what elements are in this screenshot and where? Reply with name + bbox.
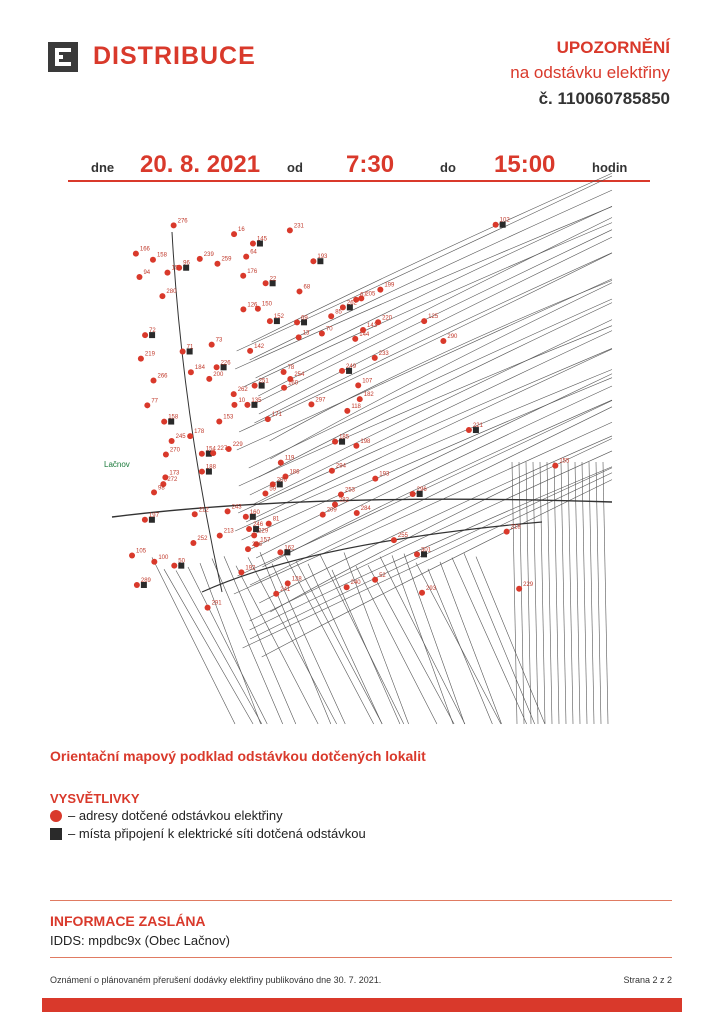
parcel-number-label: 77 bbox=[151, 398, 159, 405]
address-dot bbox=[285, 580, 291, 586]
address-dot bbox=[240, 273, 246, 279]
parcel-number-label: 246 bbox=[252, 542, 263, 549]
address-dot bbox=[225, 508, 231, 514]
address-dot bbox=[410, 491, 416, 497]
notice-number: č. 110060785850 bbox=[538, 89, 670, 108]
parcel-number-label: 193 bbox=[379, 471, 390, 478]
parcel-number-label: 186 bbox=[289, 469, 300, 476]
address-dot bbox=[144, 402, 150, 408]
parcel-number-label: 143 bbox=[367, 322, 378, 329]
parcel-number-label: 119 bbox=[284, 455, 295, 462]
address-dot bbox=[504, 529, 510, 535]
parcel-number-label: 10 bbox=[238, 397, 246, 404]
parcel-line bbox=[519, 462, 524, 724]
address-dot bbox=[180, 348, 186, 354]
address-dot bbox=[414, 551, 420, 557]
address-dot bbox=[391, 537, 397, 543]
address-dot bbox=[352, 336, 358, 342]
address-dot bbox=[197, 256, 203, 262]
parcel-line bbox=[554, 462, 559, 724]
address-dot bbox=[164, 270, 170, 276]
address-dot bbox=[151, 378, 157, 384]
parcel-number-label: 293 bbox=[426, 585, 437, 592]
address-dot bbox=[294, 319, 300, 325]
address-dot bbox=[344, 584, 350, 590]
parcel-number-label: 218 bbox=[510, 524, 521, 531]
parcel-number-label: 185 bbox=[339, 434, 350, 441]
legend-title: VYSVĚTLIVKY bbox=[50, 791, 140, 806]
address-dot bbox=[266, 521, 272, 527]
village-label: Lačnov bbox=[104, 460, 130, 469]
parcel-number-label: 118 bbox=[351, 403, 361, 410]
address-dot bbox=[263, 280, 269, 286]
footer-bar bbox=[42, 998, 682, 1012]
parcel-number-label: 67 bbox=[360, 292, 367, 299]
parcel-number-label: 158 bbox=[156, 252, 167, 259]
parcel-line bbox=[332, 570, 400, 724]
parcel-number-label: 73 bbox=[215, 337, 223, 344]
parcel-number-label: 102 bbox=[499, 217, 510, 224]
parcel-number-label: 296 bbox=[416, 486, 427, 493]
parcel-line bbox=[239, 253, 612, 432]
parcel-number-label: 85 bbox=[335, 309, 342, 316]
parcel-number-label: 259 bbox=[221, 256, 232, 263]
address-dot bbox=[246, 526, 252, 532]
parcel-number-label: 128 bbox=[291, 576, 302, 583]
divider-rule-2 bbox=[50, 957, 672, 958]
address-dot bbox=[214, 261, 220, 267]
address-dot bbox=[516, 586, 522, 592]
address-dot bbox=[231, 402, 237, 408]
address-dot bbox=[136, 274, 142, 280]
legend-red-row bbox=[50, 808, 283, 823]
header-rule bbox=[68, 180, 650, 182]
parcel-number-label: 145 bbox=[256, 236, 267, 243]
parcel-number-label: 199 bbox=[384, 282, 395, 289]
address-dot bbox=[493, 222, 499, 228]
parcel-number-label: 176 bbox=[247, 268, 258, 275]
address-dot bbox=[150, 257, 156, 263]
parcel-number-label: 184 bbox=[194, 365, 205, 372]
parcel-number-label: 253 bbox=[345, 487, 356, 494]
parcel-number-label: 182 bbox=[363, 392, 374, 399]
parcel-line bbox=[368, 565, 454, 724]
parcel-number-label: 290 bbox=[447, 333, 458, 340]
address-dot bbox=[216, 419, 222, 425]
parcel-line bbox=[254, 253, 612, 423]
address-dot bbox=[277, 549, 283, 555]
address-dot bbox=[187, 433, 193, 439]
address-dot bbox=[251, 532, 257, 538]
parcel-number-label: 233 bbox=[378, 350, 389, 357]
outage-date: 20. 8. 2021 bbox=[140, 151, 261, 178]
parcel-number-label: 193 bbox=[317, 254, 328, 261]
address-dot bbox=[244, 402, 250, 408]
address-dot bbox=[320, 512, 326, 518]
publication-note: Oznámení o plánovaném přerušení dodávky elektřiny publikováno dne 30. 7. 2021. bbox=[50, 975, 382, 985]
parcel-number-label: 262 bbox=[237, 387, 248, 394]
address-dot bbox=[231, 231, 237, 237]
address-dot bbox=[243, 254, 249, 260]
parcel-number-label: 280 bbox=[166, 289, 177, 296]
logo-e-icon bbox=[48, 42, 78, 72]
address-dot bbox=[245, 546, 251, 552]
parcel-number-label: 297 bbox=[315, 397, 326, 404]
do-label: do bbox=[440, 160, 456, 175]
parcel-line bbox=[243, 223, 612, 387]
address-dot bbox=[247, 348, 253, 354]
parcel-line bbox=[540, 462, 545, 724]
address-dot bbox=[308, 401, 314, 407]
info-text: IDDS: mpdbc9x (Obec Lačnov) bbox=[50, 933, 230, 948]
parcel-number-label: 70 bbox=[325, 326, 333, 333]
parcel-number-label: 78 bbox=[287, 364, 295, 371]
address-dot bbox=[250, 241, 256, 247]
parcel-number-label: 209 bbox=[326, 507, 337, 514]
address-dot bbox=[265, 416, 271, 422]
address-dot bbox=[466, 427, 472, 433]
parcel-number-label: 94 bbox=[143, 269, 151, 276]
address-dot bbox=[192, 511, 198, 517]
parcel-line bbox=[476, 557, 545, 724]
info-title: INFORMACE ZASLÁNA bbox=[50, 913, 206, 929]
address-dot bbox=[353, 443, 359, 449]
address-dot bbox=[171, 222, 177, 228]
parcel-line bbox=[224, 556, 296, 724]
parcel-number-label: 249 bbox=[346, 363, 357, 370]
red-dot-icon bbox=[50, 810, 62, 822]
parcel-line bbox=[512, 462, 517, 724]
parcel-line bbox=[380, 557, 465, 724]
parcel-number-label: 197 bbox=[148, 512, 159, 519]
dne-label: dne bbox=[91, 160, 115, 175]
parcel-number-label: 150 bbox=[261, 301, 272, 308]
address-dot bbox=[273, 591, 279, 597]
black-square-icon bbox=[50, 828, 62, 840]
address-dot bbox=[296, 334, 302, 340]
address-dot bbox=[133, 251, 139, 257]
parcel-line bbox=[464, 553, 535, 724]
parcel-number-label: 262 bbox=[346, 300, 357, 307]
address-dot bbox=[190, 540, 196, 546]
parcel-number-label: 301 bbox=[421, 547, 432, 554]
parcel-number-label: 198 bbox=[360, 438, 371, 445]
parcel-line bbox=[188, 567, 267, 724]
parcel-line bbox=[176, 571, 262, 724]
map-caption: Orientační mapový podklad odstávkou dotčených lokalit bbox=[50, 748, 426, 764]
parcel-line bbox=[533, 462, 538, 724]
parcel-number-label: 59 bbox=[269, 486, 277, 493]
address-dot bbox=[287, 227, 293, 233]
address-dot bbox=[267, 318, 273, 324]
parcel-number-label: 13 bbox=[302, 330, 310, 337]
parcel-line bbox=[152, 554, 235, 724]
address-dot bbox=[319, 330, 325, 336]
parcel-line bbox=[404, 554, 465, 724]
parcel-number-label: 231 bbox=[293, 223, 304, 230]
parcel-number-label: 239 bbox=[203, 251, 214, 258]
brand-name: DISTRIBUCE bbox=[93, 42, 256, 70]
notice-subtitle: na odstávku elektřiny bbox=[510, 63, 670, 82]
legend-red-text: – adresy dotčené odstávkou elektřiny bbox=[68, 808, 283, 823]
parcel-number-label: 166 bbox=[139, 246, 150, 253]
parcel-number-label: 266 bbox=[157, 373, 168, 380]
parcel-number-label: 213 bbox=[223, 528, 234, 535]
parcel-number-label: 50 bbox=[178, 558, 185, 565]
address-dot bbox=[339, 368, 345, 374]
parcel-number-label: 229 bbox=[258, 528, 269, 535]
cadastral-map bbox=[104, 212, 612, 724]
address-dot bbox=[138, 356, 144, 362]
address-dot bbox=[372, 577, 378, 583]
divider-rule bbox=[50, 900, 672, 901]
parcel-number-label: 160 bbox=[249, 509, 260, 516]
parcel-number-label: 246 bbox=[253, 522, 264, 529]
parcel-number-label: 241 bbox=[280, 586, 291, 593]
parcel-number-label: 178 bbox=[194, 429, 205, 436]
address-dot bbox=[199, 469, 205, 475]
parcel-number-label: 289 bbox=[140, 577, 151, 584]
address-dot bbox=[161, 419, 167, 425]
parcel-line bbox=[258, 218, 612, 399]
address-dot bbox=[328, 313, 334, 319]
parcel-number-label: 188 bbox=[205, 464, 216, 471]
address-dot bbox=[377, 287, 383, 293]
parcel-number-label: 144 bbox=[359, 331, 370, 338]
address-dot bbox=[217, 533, 223, 539]
parcel-number-label: 126 bbox=[247, 302, 258, 309]
parcel-number-label: 229 bbox=[232, 442, 243, 449]
parcel-number-label: 254 bbox=[294, 372, 305, 379]
parcel-number-label: 245 bbox=[175, 433, 186, 440]
parcel-number-label: 206 bbox=[276, 477, 287, 484]
address-dot bbox=[206, 376, 212, 382]
parcel-number-label: 272 bbox=[167, 477, 178, 484]
address-dot bbox=[281, 369, 287, 375]
parcel-number-label: 107 bbox=[362, 378, 373, 385]
parcel-number-label: 100 bbox=[158, 554, 169, 561]
parcel-line bbox=[250, 468, 612, 639]
parcel-number-label: 252 bbox=[197, 535, 208, 542]
parcel-line bbox=[256, 386, 612, 558]
parcel-number-label: 72 bbox=[149, 328, 156, 335]
parcel-number-label: 154 bbox=[205, 446, 216, 453]
parcel-number-label: 162 bbox=[284, 545, 295, 552]
address-dot bbox=[372, 476, 378, 482]
notice-title: UPOZORNĚNÍ bbox=[556, 38, 670, 57]
address-dot bbox=[252, 383, 258, 389]
address-dot bbox=[552, 463, 558, 469]
address-dot bbox=[262, 491, 268, 497]
parcel-number-label: 227 bbox=[217, 446, 228, 453]
address-dot bbox=[169, 438, 175, 444]
parcel-number-label: 105 bbox=[136, 548, 147, 555]
company-logo bbox=[48, 42, 78, 72]
parcel-number-label: 221 bbox=[472, 423, 483, 430]
parcel-number-label: 16 bbox=[238, 227, 245, 234]
parcel-number-label: 240 bbox=[350, 580, 361, 587]
address-dot bbox=[332, 439, 338, 445]
parcel-number-label: 155 bbox=[559, 458, 570, 465]
parcel-line bbox=[259, 303, 612, 477]
address-dot bbox=[354, 510, 360, 516]
outage-map bbox=[104, 212, 612, 724]
parcel-number-label: 158 bbox=[168, 414, 179, 421]
address-dot bbox=[199, 451, 205, 457]
parcel-number-label: 171 bbox=[271, 412, 282, 419]
parcel-number-label: 69 bbox=[301, 315, 308, 322]
hodin-label: hodin bbox=[592, 160, 628, 175]
parcel-number-label: 243 bbox=[231, 504, 242, 511]
parcel-line bbox=[237, 176, 612, 351]
parcel-number-label: 135 bbox=[251, 397, 262, 404]
address-dot bbox=[357, 396, 363, 402]
parcel-number-label: 98 bbox=[158, 485, 165, 492]
parcel-number-label: 22 bbox=[269, 276, 277, 283]
address-dot bbox=[243, 514, 249, 520]
address-dot bbox=[355, 382, 361, 388]
parcel-number-label: 284 bbox=[360, 505, 371, 512]
parcel-number-label: 219 bbox=[144, 351, 155, 358]
parcel-number-label: 52 bbox=[379, 572, 386, 579]
parcel-number-label: 152 bbox=[273, 314, 284, 321]
parcel-line bbox=[250, 451, 612, 621]
parcel-number-label: 229 bbox=[523, 581, 534, 588]
parcel-number-label: 192 bbox=[245, 565, 256, 572]
address-dot bbox=[332, 502, 338, 508]
parcel-number-label: 64 bbox=[250, 249, 257, 256]
parcel-line bbox=[440, 562, 502, 724]
address-dot bbox=[419, 590, 425, 596]
parcel-number-label: 15 bbox=[171, 265, 179, 272]
address-dot bbox=[142, 517, 148, 523]
parcel-number-label: 157 bbox=[260, 537, 271, 544]
parcel-number-label: 291 bbox=[211, 600, 222, 607]
parcel-number-label: 96 bbox=[183, 260, 190, 267]
parcel-number-label: 81 bbox=[272, 516, 280, 523]
parcel-number-label: 160 bbox=[288, 380, 299, 387]
od-label: od bbox=[287, 160, 303, 175]
parcel-number-label: 220 bbox=[382, 315, 393, 322]
address-dot bbox=[329, 468, 335, 474]
parcel-number-label: 173 bbox=[169, 470, 180, 477]
address-dot bbox=[159, 293, 165, 299]
address-dot bbox=[151, 489, 157, 495]
address-dot bbox=[214, 364, 220, 370]
parcel-number-label: 142 bbox=[254, 343, 265, 350]
parcel-number-label: 212 bbox=[198, 507, 209, 514]
parcel-number-label: 226 bbox=[220, 360, 231, 367]
parcel-number-label: 255 bbox=[397, 533, 408, 540]
address-dot bbox=[240, 306, 246, 312]
parcel-number-label: 153 bbox=[223, 414, 234, 421]
parcel-number-label: 251 bbox=[258, 378, 269, 385]
parcel-number-label: 205 bbox=[365, 291, 376, 298]
address-dot bbox=[188, 369, 194, 375]
parcel-number-label: 68 bbox=[303, 284, 311, 291]
outage-from: 7:30 bbox=[346, 151, 395, 178]
address-dot bbox=[440, 338, 446, 344]
address-dot bbox=[129, 552, 135, 558]
address-dot bbox=[296, 288, 302, 294]
address-dot bbox=[134, 582, 140, 588]
parcel-line bbox=[270, 280, 612, 441]
address-dot bbox=[344, 408, 350, 414]
address-dot bbox=[205, 605, 211, 611]
parcel-number-label: 282 bbox=[338, 497, 349, 504]
address-dot bbox=[209, 342, 215, 348]
parcel-line bbox=[256, 206, 612, 378]
parcel-line bbox=[392, 555, 453, 724]
parcel-number-label: 71 bbox=[186, 344, 194, 351]
page-number: Strana 2 z 2 bbox=[623, 975, 672, 985]
address-dot bbox=[151, 559, 157, 565]
parcel-number-label: 125 bbox=[428, 314, 439, 321]
legend-black-row bbox=[50, 826, 366, 841]
parcel-line bbox=[231, 422, 612, 594]
parcel-line bbox=[428, 569, 492, 724]
outage-to: 15:00 bbox=[494, 151, 556, 178]
parcel-number-label: 270 bbox=[169, 447, 180, 454]
parcel-number-label: 200 bbox=[213, 371, 224, 378]
address-dot bbox=[171, 563, 177, 569]
address-dot bbox=[372, 355, 378, 361]
address-dot bbox=[421, 318, 427, 324]
address-dot bbox=[310, 258, 316, 264]
address-dot bbox=[163, 452, 169, 458]
address-dot bbox=[281, 385, 287, 391]
address-dot bbox=[238, 569, 244, 575]
address-dot bbox=[142, 332, 148, 338]
parcel-line bbox=[320, 555, 404, 724]
parcel-number-label: 294 bbox=[335, 463, 346, 470]
parcel-line bbox=[250, 320, 612, 495]
address-dot bbox=[231, 391, 237, 397]
parcel-line bbox=[242, 378, 612, 540]
parcel-number-label: 276 bbox=[177, 218, 188, 225]
legend-black-text: – místa připojení k elektrické síti dotčená odstávkou bbox=[68, 826, 366, 841]
address-dot bbox=[278, 460, 284, 466]
